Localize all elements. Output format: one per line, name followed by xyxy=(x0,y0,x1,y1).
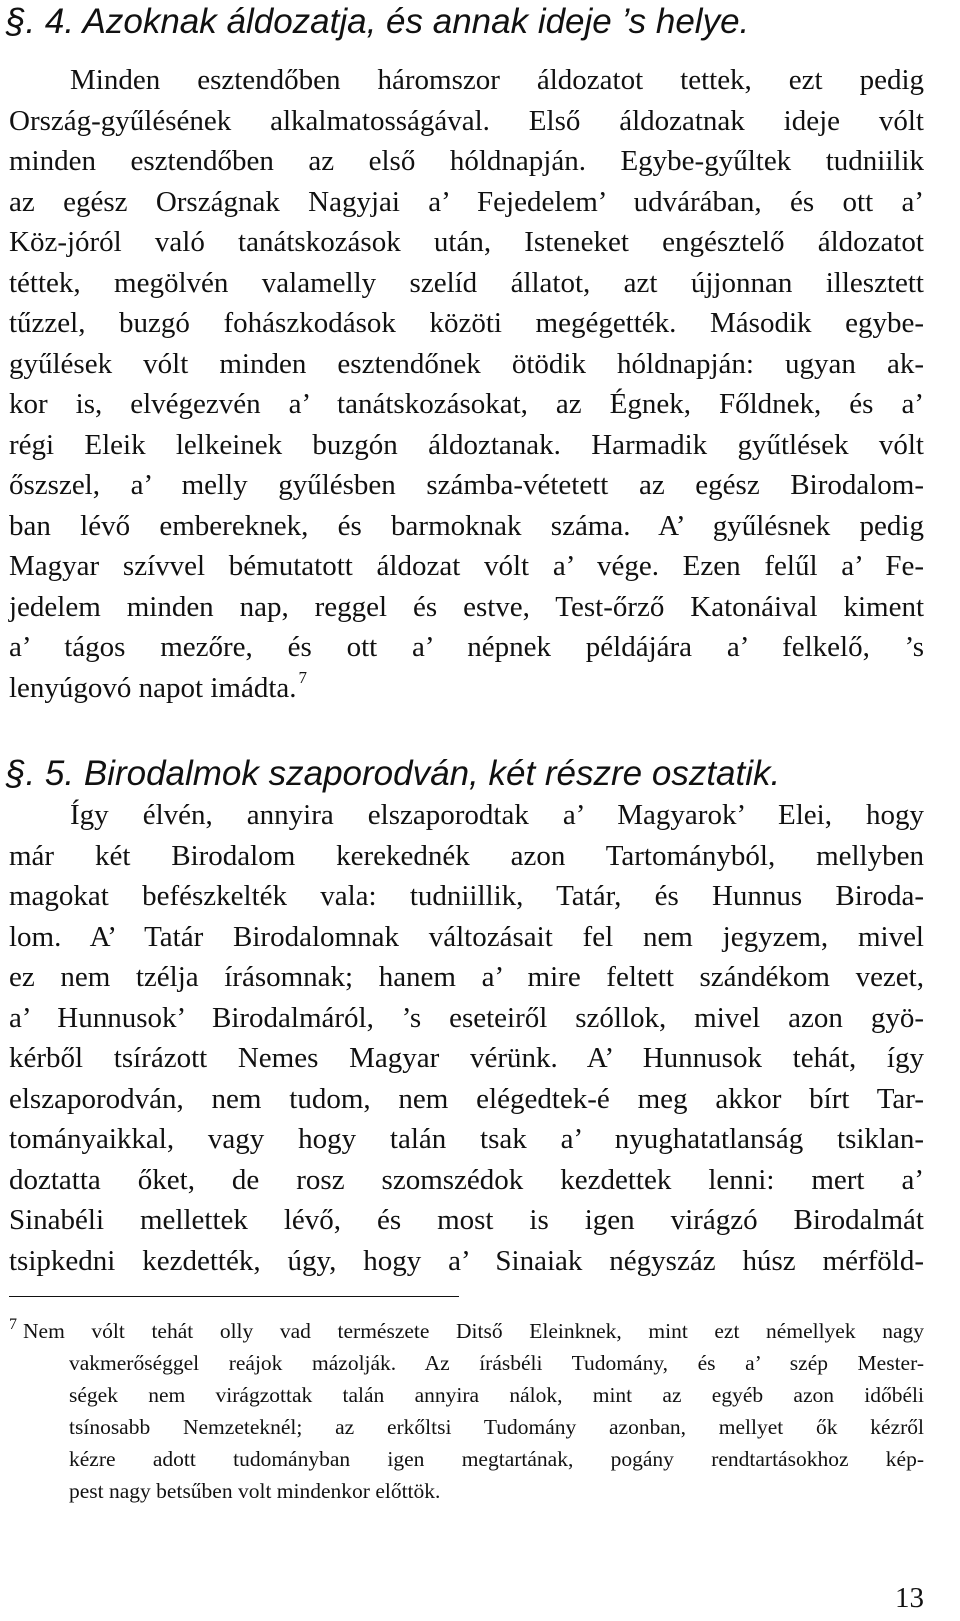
footnote-line xyxy=(9,1315,924,1347)
text-line: régi Eleik lelkeinek buzgón áldoztanak. Harmadik gyűtlések vólt xyxy=(9,428,924,461)
text-line: kor is, elvégezvén a’ tanátskozásokat, az Égnek, Főldnek, és a’ xyxy=(9,388,924,420)
text-line: Ország-gyűlésének alkalmatosságával. Első áldozatnak ideje vólt xyxy=(9,104,924,137)
section-5-paragraph xyxy=(9,795,924,1281)
page-number: 13 xyxy=(895,1582,924,1614)
text-line: a’ Hunnusok’ Birodalmáról, ’s eseteiről szóllok, mivel azon gyö- xyxy=(9,1001,924,1034)
text-line: téttek, megölvén valamelly szelíd állatot, azt újjonnan illesztett xyxy=(9,266,924,299)
footnote-line: ségek nem virágzottak talán annyira nálok, mint az egyéb azon időbéli xyxy=(69,1383,924,1407)
text-line: doztatta őket, de rosz szomszédok kezdettek lenni: mert a’ xyxy=(9,1163,924,1196)
text-line: Így élvén, annyira elszaporodtak a’ Magyarok’ Elei, hogy xyxy=(70,799,924,831)
text-line: jedelem minden nap, reggel és estve, Test-őrző Katonáival kiment xyxy=(9,590,924,623)
footnote-7 xyxy=(9,1315,924,1507)
text-line: ban lévő embereknek, és barmoknak száma. A’ gyűlésnek pedig xyxy=(9,509,924,542)
text-line: tsipkedni kezdették, úgy, hogy a’ Sinaiak négyszáz húsz mérföld- xyxy=(9,1244,924,1277)
text-line: tományaikkal, vagy hogy talán tsak a’ nyughatatlanság tsiklan- xyxy=(9,1123,924,1155)
text-line: kérből tsírázott Nemes Magyar vérünk. A’ Hunnusok tehát, így xyxy=(9,1042,924,1074)
text-line: tűzzel, buzgó fohászkodások közöti megégették. Második egybe- xyxy=(9,307,924,339)
footnote-line: kézre adott tudományban igen megtartának, pogány rendtartásokhoz kép- xyxy=(69,1447,924,1471)
text-line: Minden esztendőben háromszor áldozatot tettek, ezt pedig xyxy=(70,64,924,96)
section-5-heading: §. 5. Birodalmok szaporodván, két részre osztatik. xyxy=(6,754,781,793)
text-line-last xyxy=(9,668,924,709)
footnote-line: vakmerőséggel reájok mázolják. Az írásbéli Tudomány, és a’ szép Mester- xyxy=(69,1351,924,1375)
text-line: ez nem tzélja írásomnak; hanem a’ mire feltett szándékom vezet, xyxy=(9,961,924,993)
footnote-line-content: Nem vólt tehát olly vad természete Ditső Eleinknek, mint ezt némellyek nagy xyxy=(23,1319,924,1343)
text-line: gyűlések vólt minden esztendőnek ötödik hóldnapján: ugyan ak- xyxy=(9,347,924,380)
footnote-mark: 7 xyxy=(9,1316,17,1333)
footnote-separator xyxy=(9,1296,459,1297)
text-line: minden esztendőben az első hóldnapján. Egybe-gyűltek tudniilik xyxy=(9,145,924,177)
text-line: magokat befészkelték vala: tudniillik, Tatár, és Hunnus Biroda- xyxy=(9,880,924,912)
text-line: az egész Országnak Nagyjai a’ Fejedelem’ udvárában, és ott a’ xyxy=(9,185,924,218)
text-line: Köz-jóról való tanátskozások után, Isteneket engésztelő áldozatot xyxy=(9,226,924,258)
text-line: a’ tágos mezőre, és ott a’ népnek példájára a’ felkelő, ’s xyxy=(9,631,924,663)
section-4-heading: §. 4. Azoknak áldozatja, és annak ideje ’s helye. xyxy=(6,2,750,41)
section-4-paragraph xyxy=(9,60,924,708)
text-line: elszaporodván, nem tudom, nem elégedtek-é meg akkor bírt Tar- xyxy=(9,1082,924,1115)
text-line: Magyar szívvel bémutatott áldozat vólt a’ vége. Ezen felűl a’ Fe- xyxy=(9,550,924,582)
text-line: lom. A’ Tatár Birodalomnak változásait fel nem jegyzem, mivel xyxy=(9,920,924,953)
footnote-reference[interactable]: 7 xyxy=(298,667,308,687)
text-line: őszszel, a’ melly gyűlésben számba-vétetett az egész Birodalom- xyxy=(9,469,924,501)
footnote-line: pest nagy betsűben volt mindenkor előttök. xyxy=(69,1479,441,1503)
footnote-line: tsínosabb Nemzeteknél; az erkőltsi Tudomány azonban, mellyet ők kézről xyxy=(69,1415,924,1439)
text-line: Sinabéli mellettek lévő, és most is igen virágzó Birodalmát xyxy=(9,1204,924,1236)
text-line: már két Birodalom kerekednék azon Tartományból, mellyben xyxy=(9,839,924,872)
text-line-content: lenyúgovó napot imádta. xyxy=(9,671,297,704)
